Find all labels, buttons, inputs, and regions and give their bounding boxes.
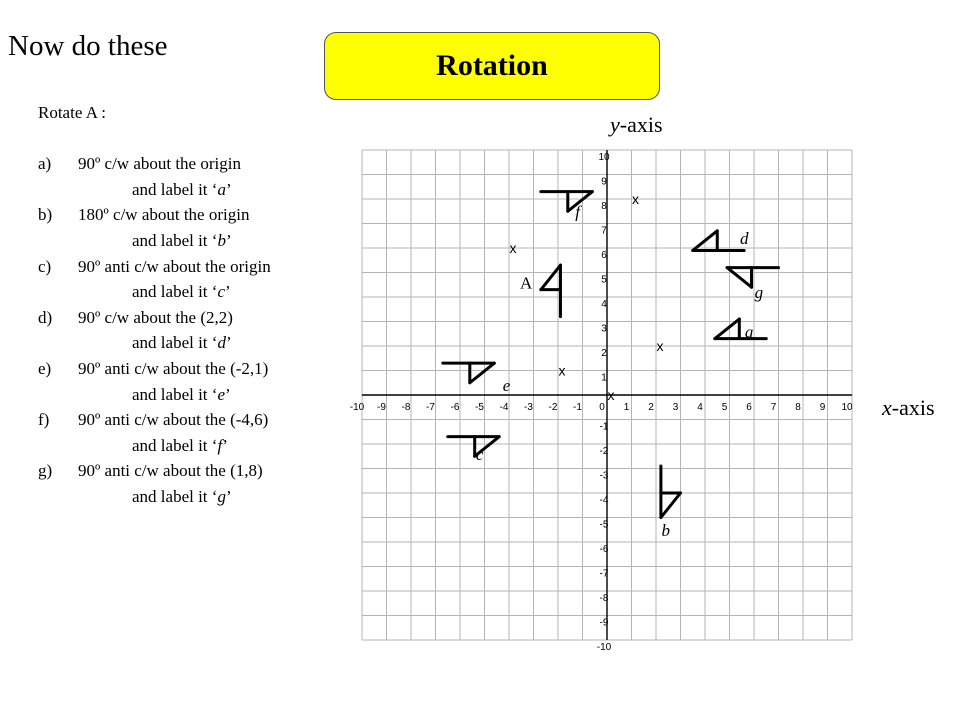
task-text: 90º anti c/w about the (1,8) [78,461,263,481]
task-letter: g) [38,461,53,481]
task-text: 90º c/w about the origin [78,154,241,174]
x-tick-label: -3 [524,402,533,413]
y-tick-label: -10 [596,642,612,653]
task-label-letter: b [217,230,226,250]
task-label-letter: a [217,179,226,199]
y-tick-label: 8 [601,201,607,212]
task-text: 90º anti c/w about the (-2,1) [78,358,269,378]
task-label-prefix: and label it ‘ [132,230,218,250]
task-label-suffix: ’ [225,179,232,199]
y-tick-label: -5 [599,519,609,531]
task-letter: f) [38,410,50,430]
shape-label-c: c [475,444,484,464]
y-tick-label: 2 [601,348,607,359]
y-tick-label: -1 [599,421,609,433]
task-letter: d) [38,307,53,327]
y-tick-label: -8 [599,593,609,604]
rotation-centre-marker: x [607,387,615,403]
y-tick-label: 3 [601,323,607,335]
task-text: 90º c/w about the (2,2) [78,307,233,327]
task-text: 180º c/w about the origin [78,205,250,225]
y-tick-label: -2 [599,446,609,457]
x-tick-label: -1 [573,402,582,413]
rotation-centre-marker: x [558,362,566,379]
task-text: 90º anti c/w about the (-4,6) [78,410,269,430]
x-tick-label: 9 [819,402,826,413]
x-tick-label: 2 [648,402,654,413]
x-tick-label: -10 [349,402,365,413]
task-label-prefix: and label it ‘ [132,179,218,199]
task-label-prefix: and label it ‘ [132,486,218,506]
task-label-suffix: ’ [225,333,232,353]
task-label-prefix: and label it ‘ [132,384,218,404]
rotation-centre-marker: x [632,191,639,207]
task-letter: e) [38,358,52,378]
x-tick-label: 7 [770,402,777,413]
task-letter: c) [38,256,52,276]
shape-b-edge [661,493,681,518]
y-tick-label: -7 [599,568,609,580]
y-tick-label: 9 [601,176,607,188]
banner-title: Rotation [436,49,548,82]
x-tick-label: -2 [548,402,558,413]
task-label-suffix: ’ [225,230,232,250]
x-tick-label: -7 [426,402,435,413]
x-tick-label: 10 [841,402,853,413]
y-tick-label: -3 [599,470,609,482]
shape-label-A: A [520,273,533,293]
rotation-centre-marker: x [509,240,517,256]
y-tick-label: 1 [601,372,607,384]
task-label-letter: e [217,384,225,404]
shape-label-f: f [575,202,580,222]
shape-label-d: d [739,229,749,249]
x-axis-name: x [882,395,892,420]
x-tick-label: -6 [450,402,460,413]
task-label-suffix: ’ [225,282,231,302]
shape-label-a: a [744,322,754,342]
x-tick-label: 3 [672,402,679,413]
task-label-letter: d [217,333,226,353]
y-tick-label: 4 [601,299,607,310]
x-tick-label: 4 [697,402,703,413]
x-axis-suffix: -axis [891,395,935,420]
y-tick-label: -9 [599,617,609,629]
rotation-centre-marker: x [656,338,664,354]
x-tick-label: -8 [401,402,411,413]
x-tick-label: -9 [377,402,386,413]
y-tick-label: -6 [599,544,609,555]
task-label-letter: f [217,435,223,455]
y-tick-label: 6 [601,250,607,261]
page-heading: Now do these [8,30,168,62]
x-tick-label: 6 [746,402,752,413]
x-tick-label: -5 [475,402,484,413]
instructions-intro: Rotate A : [38,103,106,122]
x-tick-label: 0 [599,402,605,413]
shape-e-edge [470,363,495,383]
x-tick-label: 8 [795,402,801,413]
shape-f-edge [568,192,593,212]
y-tick-label: 10 [598,152,610,163]
task-label-suffix: ’ [225,486,232,506]
task-label-suffix: ’ [222,435,228,455]
y-tick-label: 5 [601,274,607,286]
x-tick-label: 5 [721,402,728,413]
shape-label-e: e [502,376,511,396]
task-label-prefix: and label it ‘ [132,435,218,455]
shape-label-g: g [754,283,764,303]
task-text: 90º anti c/w about the origin [78,256,271,276]
x-tick-label: -4 [499,402,509,413]
y-axis-suffix: -axis [619,112,663,137]
shape-g-edge [727,268,752,288]
task-label-letter: c [217,282,225,302]
x-tick-label: 1 [623,402,630,413]
task-label-letter: g [217,486,226,506]
shape-label-b: b [661,520,671,540]
task-letter: b) [38,205,53,225]
y-axis-name: y [610,112,620,137]
task-label-prefix: and label it ‘ [132,333,218,353]
task-letter: a) [38,154,52,174]
task-label-suffix: ’ [225,384,231,404]
task-label-prefix: and label it ‘ [132,282,218,302]
y-tick-label: 7 [601,225,607,237]
y-tick-label: -4 [599,495,609,506]
